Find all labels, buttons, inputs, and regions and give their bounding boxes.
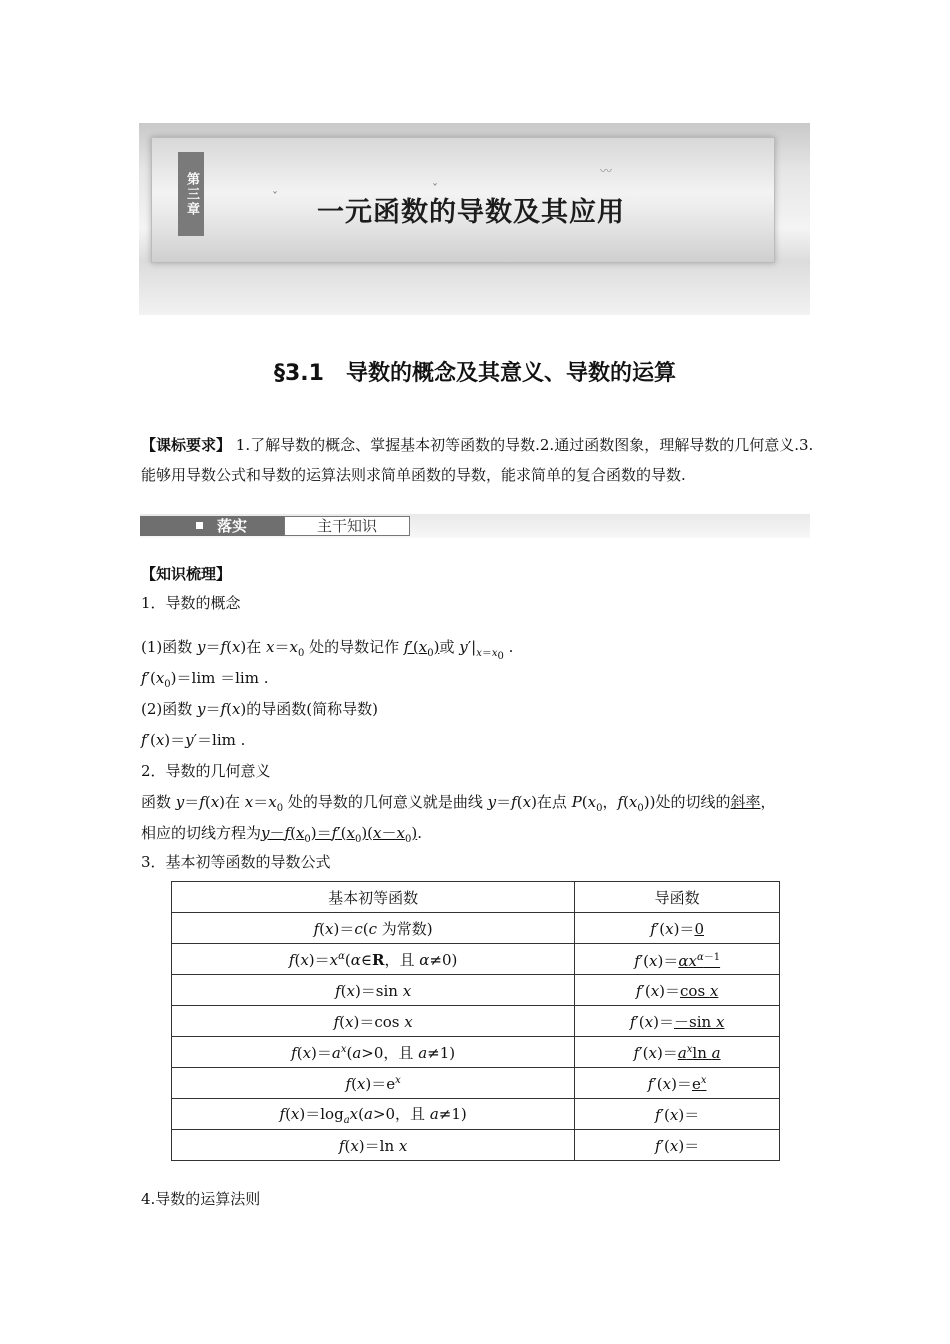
table-row (172, 1099, 780, 1130)
bird-icon: ˇ (432, 182, 438, 196)
derivative-formula-table (171, 881, 780, 1161)
derivative-function-line: (2)函数 y＝f(x)的导函数(简称导数) (141, 700, 378, 718)
table-cell: $f(x)=\log_ax(a>0$，且 a≠1) (172, 1099, 575, 1130)
derivative-definition-line: (1)函数 y＝f(x)在 $x=x_0$ 处的导数记作 $f'(x_0)$或 $y'|_{x=x_0}$ . (141, 638, 514, 662)
section-title: §3.1 导数的概念及其意义、导数的运算 (274, 361, 676, 386)
item2-title: 2．导数的几何意义 (141, 762, 271, 780)
chapter-banner (139, 123, 810, 315)
table-cell: f′(x)＝0 (575, 913, 780, 944)
item4-title: 4.导数的运算法则 (141, 1190, 261, 1208)
table-row (172, 1037, 780, 1068)
table-cell: f(x)＝ln x (172, 1130, 575, 1161)
requirement-label: 【课标要求】 (141, 436, 232, 454)
table-cell: $f(x)=e^x$ (172, 1068, 575, 1099)
course-requirement (141, 430, 821, 490)
table-cell: $f(x)=x^\alpha(\alpha\in R$，且 α≠0) (172, 944, 575, 975)
knowledge-heading: 【知识梳理】 (141, 565, 232, 583)
bird-icon: ˇ (272, 190, 278, 204)
table-cell: $f'(x)=a^x\ln$ a (575, 1037, 780, 1068)
bar-light-tab: 主干知识 (284, 516, 410, 536)
geometric-meaning-line1: 函数 y＝f(x)在 $x=x_0$ 处的导数的几何意义就是曲线 y＝f(x)在点 $P(x_0$，$f(x_0)$)处的切线的斜率， (141, 793, 776, 814)
table-row (172, 944, 780, 975)
table-cell: f′(x)＝cos x (575, 975, 780, 1006)
table-cell: $f'(x)=\alpha x^{\alpha-1}$ (575, 944, 780, 975)
table-cell: f′(x)＝ (575, 1130, 780, 1161)
chapter-tag: 第三章 (178, 152, 204, 236)
item3-title: 3．基本初等函数的导数公式 (141, 853, 331, 871)
table-cell: f(x)＝c(c 为常数) (172, 913, 575, 944)
table-header-row (172, 882, 780, 913)
table-cell: f(x)＝cos x (172, 1006, 575, 1037)
banner-panel (151, 137, 775, 263)
table-cell: f′(x)＝ (575, 1099, 780, 1130)
derivative-function-limit: f′(x)＝y′＝lim . (141, 731, 246, 749)
section-bar (140, 514, 810, 538)
table-cell: f(x)＝sin x (172, 975, 575, 1006)
chapter-title: 一元函数的导数及其应用 (317, 197, 625, 228)
geometric-meaning-line2: 相应的切线方程为$y-f(x_0)=f'(x_0)(x-x_0)$. (141, 824, 422, 845)
square-icon (196, 522, 203, 529)
table-cell: $f'(x)=e^x$ (575, 1068, 780, 1099)
table-header: 基本初等函数 (172, 882, 575, 913)
table-cell: f′(x)＝－sin x (575, 1006, 780, 1037)
table-row (172, 975, 780, 1006)
table-row (172, 1130, 780, 1161)
bar-dark-label: 落实 (217, 517, 248, 535)
item1-title: 1．导数的概念 (141, 594, 241, 612)
table-cell: $f(x)=a^x(a>0$，且 a≠1) (172, 1037, 575, 1068)
table-row (172, 913, 780, 944)
bar-dark-tab (140, 516, 284, 536)
bird-icon: 〰 (600, 164, 613, 178)
derivative-limit-line: $f'(x_0)=\lim =\lim$ . (141, 669, 269, 690)
table-header: 导函数 (575, 882, 780, 913)
table-row (172, 1006, 780, 1037)
requirement-text: 1.了解导数的概念、掌握基本初等函数的导数.2.通过函数图象，理解导数的几何意义.3.能够用导数公式和导数的运算法则求简单函数的导数，能求简单的复合函数的导数. (141, 436, 814, 484)
table-row (172, 1068, 780, 1099)
